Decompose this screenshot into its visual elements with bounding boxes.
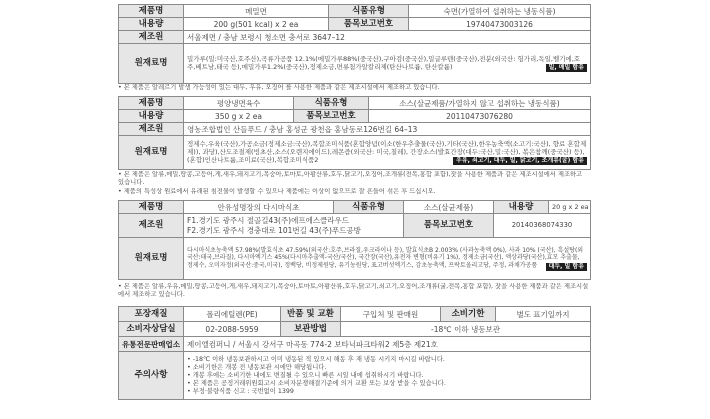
product1-table [118, 4, 591, 84]
product2-notice-a: • 본 제품은 알류,메밀,땅콩,고등어,게,새우,돼지고기,복숭아,토마토,아황산류,호두,닭고기,오징어,조개류(전복,홍합 포함),잣을 사용한 제품과 같은 제조시설에서 제조하고 있습니다. [118, 171, 583, 186]
return-info: 구입처 및 판매원 [341, 307, 441, 322]
pack-label: 포장재질 [119, 307, 184, 322]
product2-notice-b: • 제품의 특성상 원료에서 유래된 침전물이 발생할 수 있으나 제품에는 이상이 없으므로 잘 흔들어 섞은 후 드십시오. [118, 188, 436, 195]
product2-report: 20110473076280 [369, 110, 591, 123]
pack-material: 폴리에틸렌(PE) [184, 307, 281, 322]
product3-type-label: 식품유형 [334, 201, 404, 214]
product2-ingredients-cell [184, 136, 591, 170]
product3-allergen-badge: 대두, 밀 함유 [546, 263, 587, 271]
product1-maker: 서울제면 / 충남 보령시 청소면 충서로 3647–12 [184, 31, 591, 44]
product3-maker-cell [184, 214, 404, 238]
product3-name-label: 제품명 [119, 201, 184, 214]
product3-ingredients-label: 원재료명 [119, 238, 184, 280]
product1-type-label: 식품유형 [329, 5, 409, 18]
product1-notice: • 본 제품은 알레르기 발생 가능성이 있는 대두, 우유, 오징어 를 사용한 제품과 같은 제조시설에서 제조하고 있습니다. [118, 84, 440, 91]
consumer-office-phone: 02-2088-5959 [184, 322, 281, 337]
product1-ingredients-label: 원재료명 [119, 44, 184, 84]
product3-amount-label: 내용량 [494, 201, 549, 214]
product1-ingredients-cell [184, 44, 591, 84]
return-label: 반품 및 교환 [281, 307, 341, 322]
product2-maker: 영농조합법인 산들푸드 / 충남 홍성군 광천읍 홍남동로126번길 64–13 [184, 123, 591, 136]
product1-type: 숙면(가열하여 섭취하는 냉동식품) [409, 5, 591, 18]
storage-label: 보관방법 [281, 322, 341, 337]
product1-report-label: 품목보고번호 [329, 18, 409, 31]
product3-ingredients-cell [184, 238, 591, 280]
caution-item: • -18℃ 이하 냉동보관하시고 이미 냉동된 적 있으시 해동 후 재 냉동 시키지 마시길 바랍니다. [187, 355, 445, 363]
caution-label: 주의사항 [119, 352, 184, 400]
product2-name-label: 제품명 [119, 97, 184, 110]
caution-item: • 부정·불량식품 신고 : 국번없이 1399 [187, 387, 294, 395]
product3-maker-line2: F2.경기도 광주시 경충대로 101번길 43(주)푸드공방 [187, 225, 361, 235]
product3-table [118, 200, 591, 280]
product3-maker-label: 제조원 [119, 214, 184, 238]
product3-type: 소스(살균제품) [404, 201, 494, 214]
expiry-info: 별도 표기일까지 [496, 307, 591, 322]
product3-maker-line1: F1.경기도 광주시 절골길43(주)에프에스클라우드 [187, 215, 350, 225]
product1-report: 19740473003126 [409, 18, 591, 31]
caution-cell [184, 352, 591, 400]
product3-notice: • 본 제품은 알류,우유,메밀,땅콩,고등어,게,새우,돼지고기,복숭아,토마토,아황산류,호두,닭고기,쇠고기,오징어,조개류(굴,전복,홍합 포함), 잣을 사용한 제품과 같은 제조시설에서 제조하고 있습니다. [118, 283, 589, 298]
product1-amount: 200 g(501 kcal) x 2 ea [184, 18, 329, 31]
product1-name-label: 제품명 [119, 5, 184, 18]
common-info-table [118, 306, 591, 400]
product2-table [118, 96, 591, 170]
product3-ingredients: 다시마식초농축액 57.98%(발효식초 47.59%(외국산:호주,브라질,우크라이나 등), 발효식초B 2.003% (사과농축액 0%), 사과 10% (국산), 흑설탕(외국산:태국,브라질), 다시마엑기스 45%(다시마추출액-국산/국산), 국간장(국산),유전자 변형(비유기 1%), 정제소금(국산), 액상과당(국산),효모 추출물, 정제수, 오미자정(외국산:중국,미국), 정백당, 비정제원당, 유기농원당, 표고버섯엑기스, 감초농축액, 프락토올리고당, 주정, 과채가공품 [187, 246, 584, 269]
distributor-info: 제이엘컴퍼니 / 서울시 강서구 마곡동 774-2 보타닉파크타워2 제5층 제21호 [184, 337, 591, 352]
product1-amount-label: 내용량 [119, 18, 184, 31]
consumer-office-label: 소비자상담실 [119, 322, 184, 337]
product1-ingredients: 밀가루(밀:미국산,호주산),곡류가공품 12.1%(메밀가루88%(중국산),구아검(중국산),밀글루텐(중국산),전분(외국산: 헝가리,독일,벨기에,호주,베트남,태국 등),메밀가루1.2%(중국산),정제소금,면류첨가알칼리제(탄산나트륨, 탄산칼륨) [187, 55, 581, 71]
product2-amount: 350 g x 2 ea [184, 110, 294, 123]
product2-type-label: 식품유형 [294, 97, 369, 110]
product1-maker-label: 제조원 [119, 31, 184, 44]
product3-report-label: 품목보고번호 [404, 214, 494, 238]
product2-type: 소스(살균제품/가열하지 않고 섭취하는 냉동식품) [369, 97, 591, 110]
product1-name: 메밀면 [184, 5, 329, 18]
product2-report-label: 품목보고번호 [294, 110, 369, 123]
caution-item: • 소비기한은 개봉 전 냉동보관 시에만 해당됩니다. [187, 363, 327, 371]
product3-report: 20140368074330 [494, 214, 591, 238]
product1-allergen-badge: 밀, 메밀 함유 [546, 64, 587, 72]
product3-amount: 20 g x 2 ea [549, 201, 591, 214]
product2-ingredients: 정제수,우육(국산),가공소금(정제소금:국산),복합조미식품(혼합양념(이소(한우추출물(국산),기타(국산),한우농축액(소고기:국산), 향료 혼합제제)), 과당),산도조절제(빙초산,소스(오렌지에이드),레몬즙(외국산: 미국,칠레), 간장소스(발효간장(대두:국산,밀:국산), 볶은참깨(중국산) 등),(혼합)인산나트륨,조미료(국산),복합조미식품2 [187, 140, 587, 164]
distributor-label: 유통전문판매업소 [119, 337, 184, 352]
product2-allergen-badge: 우유, 쇠고기, 대두, 밀, 닭고기, 조개류(굴) 함유 [453, 157, 587, 165]
product2-maker-label: 제조원 [119, 123, 184, 136]
product2-ingredients-label: 원재료명 [119, 136, 184, 170]
caution-item: • 개봉 후에는 소비기한 내에도 변질될 수 있으니 빠른 시일 내에 섭취하시기 바랍니다. [187, 371, 424, 379]
storage-info: -18℃ 이하 냉동보관 [341, 322, 591, 337]
caution-item: • 본 제품은 공정거래위원회고시 소비자분쟁해결기준에 의거 교환 또는 보상 받을 수 있습니다. [187, 379, 446, 387]
product2-amount-label: 내용량 [119, 110, 184, 123]
product3-name: 안유성명장의 다시마식초 [184, 201, 334, 214]
product2-name: 평양냉면육수 [184, 97, 294, 110]
expiry-label: 소비기한 [441, 307, 496, 322]
caution-list [187, 356, 587, 396]
